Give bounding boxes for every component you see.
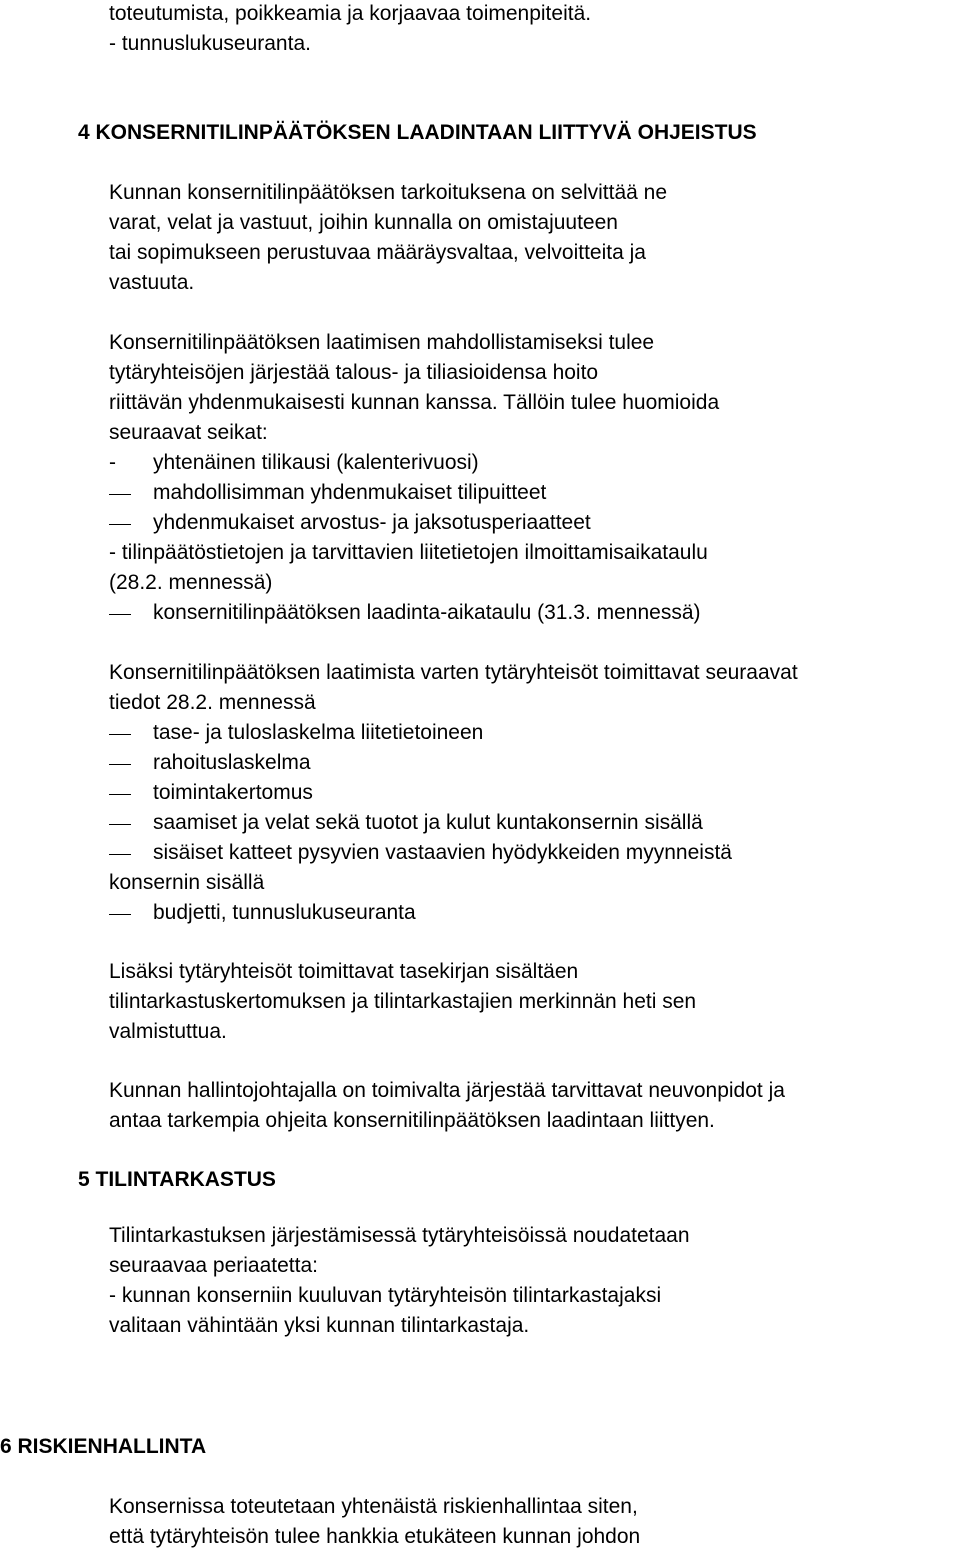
list-item: - tilinpäätöstietojen ja tarvittavien liitetietojen ilmoittamisaikataulu	[109, 541, 708, 564]
text-line: Konsernitilinpäätöksen laatimisen mahdollistamiseksi tulee	[109, 331, 655, 354]
list-item: saamiset ja velat sekä tuotot ja kulut kuntakonsernin sisällä	[153, 811, 703, 834]
section-5-heading: 5 TILINTARKASTUS	[78, 1168, 276, 1191]
list-item: (28.2. mennessä)	[109, 571, 273, 594]
text-line: seuraavat seikat:	[109, 421, 268, 444]
text-line: valmistuttua.	[109, 1020, 227, 1043]
list-item: mahdollisimman yhdenmukaiset tilipuitteet	[153, 481, 547, 504]
text-line: Tilintarkastuksen järjestämisessä tytäryhteisöissä noudatetaan	[109, 1224, 690, 1247]
text-line: riittävän yhdenmukaisesti kunnan kanssa. Tällöin tulee huomioida	[109, 391, 720, 414]
section-4-heading: 4 KONSERNITILINPÄÄTÖKSEN LAADINTAAN LIITTYVÄ OHJEISTUS	[78, 121, 757, 144]
list-item: rahoituslaskelma	[153, 751, 311, 774]
text-line: toteutumista, poikkeamia ja korjaavaa toimenpiteitä.	[109, 2, 592, 25]
text-line: Konsernitilinpäätöksen laatimista varten tytäryhteisöt toimittavat seuraavat	[109, 661, 798, 684]
text-line: varat, velat ja vastuut, joihin kunnalla on omistajuuteen	[109, 211, 618, 234]
text-line: että tytäryhteisön tulee hankkia etukäteen kunnan johdon	[109, 1525, 641, 1548]
list-item: toimintakertomus	[153, 781, 313, 804]
text-line: Konsernissa toteutetaan yhtenäistä riskienhallintaa siten,	[109, 1495, 638, 1518]
list-item: sisäiset katteet pysyvien vastaavien hyödykkeiden myynneistä	[153, 841, 732, 864]
text-line: seuraavaa periaatetta:	[109, 1254, 318, 1277]
list-item: yhtenäinen tilikausi (kalenterivuosi)	[153, 451, 479, 474]
dash-bullet	[109, 734, 131, 735]
text-line: valitaan vähintään yksi kunnan tilintarkastaja.	[109, 1314, 530, 1337]
text-line: - kunnan konserniin kuuluvan tytäryhteisön tilintarkastajaksi	[109, 1284, 662, 1307]
list-item: yhdenmukaiset arvostus- ja jaksotusperiaatteet	[153, 511, 591, 534]
text-line: - tunnuslukuseuranta.	[109, 32, 311, 55]
list-item: budjetti, tunnuslukuseuranta	[153, 901, 416, 924]
dash-bullet	[109, 494, 131, 495]
text-line: tiedot 28.2. mennessä	[109, 691, 316, 714]
text-line: Kunnan hallintojohtajalla on toimivalta järjestää tarvittavat neuvonpidot ja	[109, 1079, 785, 1102]
dash-bullet	[109, 764, 131, 765]
list-item: tase- ja tuloslaskelma liitetietoineen	[153, 721, 484, 744]
dash-bullet	[109, 524, 131, 525]
dash-bullet	[109, 794, 131, 795]
text-line: tytäryhteisöjen järjestää talous- ja tiliasioidensa hoito	[109, 361, 599, 384]
dash-bullet	[109, 914, 131, 915]
text-line: tai sopimukseen perustuvaa määräysvaltaa, velvoitteita ja	[109, 241, 646, 264]
section-6-heading: 6 RISKIENHALLINTA	[0, 1435, 207, 1458]
dash-bullet	[109, 824, 131, 825]
dash-bullet	[109, 614, 131, 615]
dash-bullet	[109, 854, 131, 855]
text-line: tilintarkastuskertomuksen ja tilintarkastajien merkinnän heti sen	[109, 990, 697, 1013]
text-line: antaa tarkempia ohjeita konsernitilinpäätöksen laadintaan liittyen.	[109, 1109, 715, 1132]
text-line: Lisäksi tytäryhteisöt toimittavat tasekirjan sisältäen	[109, 960, 579, 983]
list-item: konsernitilinpäätöksen laadinta-aikataulu (31.3. mennessä)	[153, 601, 701, 624]
text-line: vastuuta.	[109, 271, 195, 294]
list-item: konsernin sisällä	[109, 871, 265, 894]
text-line: Kunnan konsernitilinpäätöksen tarkoituksena on selvittää ne	[109, 181, 668, 204]
list-marker: -	[109, 451, 116, 474]
